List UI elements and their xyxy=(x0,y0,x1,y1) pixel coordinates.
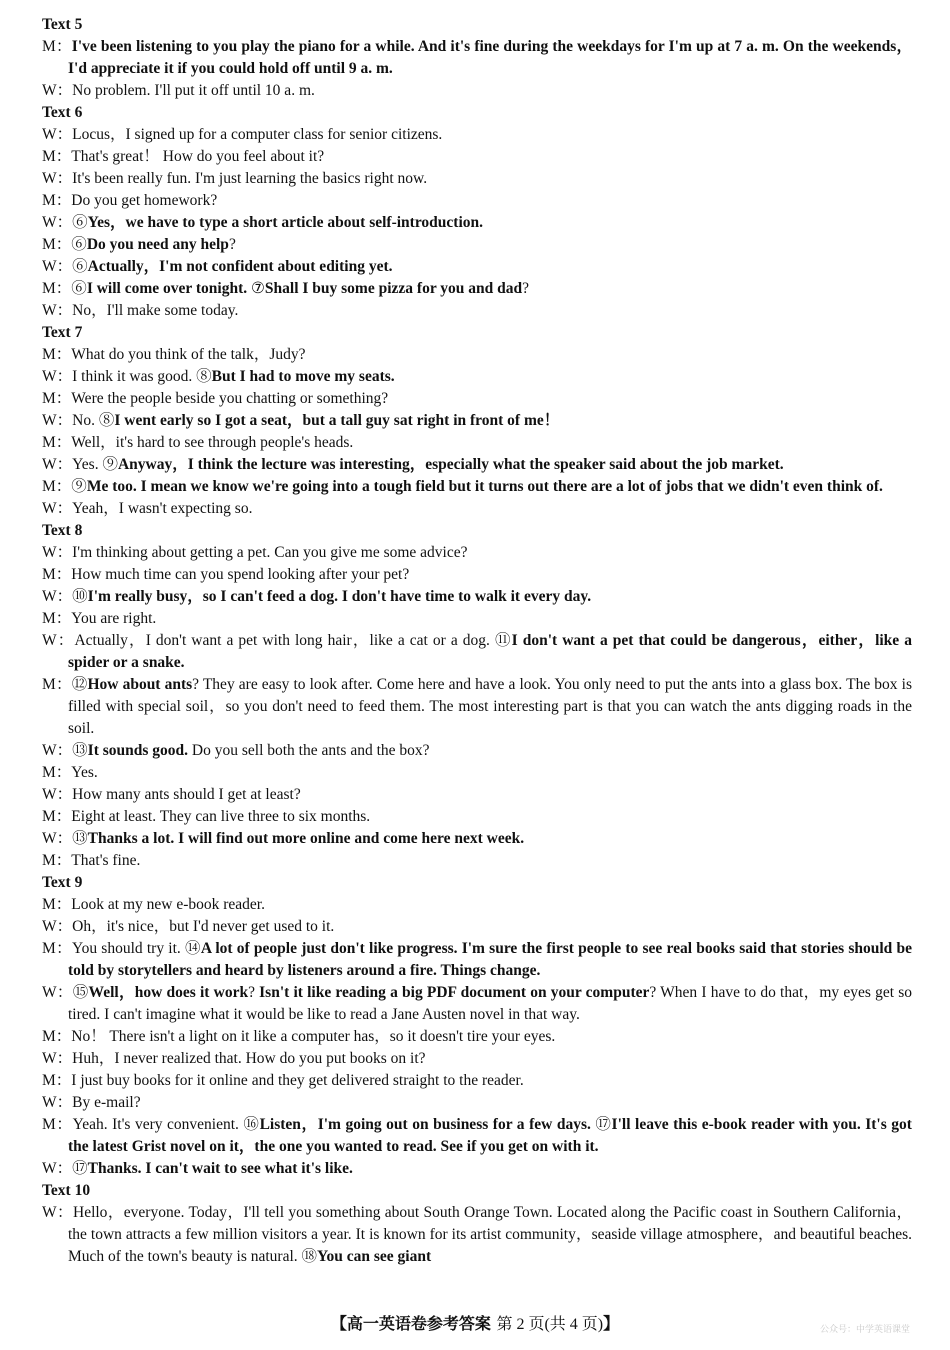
dialogue-line xyxy=(42,542,912,564)
speaker-label: W： xyxy=(42,918,73,935)
dialogue-line xyxy=(42,498,912,520)
dialogue-text: ⑥ xyxy=(72,258,88,275)
dialogue-line xyxy=(42,1202,912,1268)
speaker-label: M： xyxy=(42,808,72,825)
speaker-label: M： xyxy=(42,434,72,451)
dialogue-line xyxy=(42,784,912,806)
speaker-label: M： xyxy=(42,764,72,781)
speaker-label: W： xyxy=(42,984,73,1001)
speaker-label: M： xyxy=(42,390,72,407)
speaker-label: W： xyxy=(42,82,73,99)
section-heading: Text 8 xyxy=(42,522,83,539)
speaker-label: M： xyxy=(42,148,72,165)
speaker-label: W： xyxy=(42,632,75,649)
dialogue-text: By e-mail? xyxy=(72,1094,141,1111)
section-heading: Text 7 xyxy=(42,324,83,341)
answer-highlight: I'm really busy，so I can't feed a dog. I don't have time to walk it every day. xyxy=(87,588,592,605)
speaker-label: W： xyxy=(42,544,73,561)
section-heading: Text 10 xyxy=(42,1182,91,1199)
speaker-label: W： xyxy=(42,412,73,429)
dialogue-text: ⑰ xyxy=(72,1160,88,1177)
dialogue-text: I'm thinking about getting a pet. Can you give me some advice? xyxy=(72,544,468,561)
dialogue-line xyxy=(42,190,912,212)
dialogue-line xyxy=(42,806,912,828)
dialogue-line xyxy=(42,146,912,168)
dialogue-line xyxy=(42,476,912,498)
dialogue-text: ⑰ xyxy=(595,1116,612,1133)
dialogue-line xyxy=(42,828,912,850)
dialogue-text: ⑧ xyxy=(196,368,212,385)
dialogue-text: How many ants should I get at least? xyxy=(72,786,301,803)
dialogue-text: No！ There isn't a light on it like a computer has，so it doesn't tire your eyes. xyxy=(71,1028,556,1045)
dialogue-line xyxy=(42,916,912,938)
speaker-label: M： xyxy=(42,610,72,627)
dialogue-text: Do you sell both the ants and the box? xyxy=(188,742,430,759)
dialogue-line xyxy=(42,564,912,586)
dialogue-text: ⑭ xyxy=(184,940,201,957)
answer-highlight: I will come over tonight. xyxy=(86,280,251,297)
dialogue-line xyxy=(42,410,912,432)
dialogue-line xyxy=(42,762,912,784)
answer-highlight: Me too. I mean we know we're going into a tough field but it turns out there are a lot of jobs that we didn't even think of. xyxy=(86,478,883,495)
dialogue-line xyxy=(42,344,912,366)
answer-highlight: Thanks a lot. I will find out more online and come here next week. xyxy=(87,830,525,847)
dialogue-line xyxy=(42,234,912,256)
dialogue-text: I think it was good. xyxy=(72,368,197,385)
dialogue-line xyxy=(42,124,912,146)
footer-title: 【高一英语卷参考答案 xyxy=(330,1314,491,1333)
dialogue-line xyxy=(42,300,912,322)
section-heading: Text 6 xyxy=(42,104,83,121)
dialogue-text: No. xyxy=(72,412,99,429)
dialogue-text: Were the people beside you chatting or something? xyxy=(71,390,389,407)
dialogue-text: Locus，I signed up for a computer class for senior citizens. xyxy=(72,126,443,143)
footer-bracket: 】 xyxy=(603,1314,620,1333)
dialogue-line xyxy=(42,982,912,1026)
dialogue-line xyxy=(42,630,912,674)
dialogue-line xyxy=(42,212,912,234)
answer-highlight: Anyway，I think the lecture was interesting，especially what the speaker said about the job market. xyxy=(117,456,784,473)
dialogue-text: Yes. xyxy=(72,456,103,473)
speaker-label: W： xyxy=(42,588,73,605)
dialogue-line xyxy=(42,168,912,190)
dialogue-text: No，I'll make some today. xyxy=(72,302,239,319)
dialogue-line xyxy=(42,894,912,916)
speaker-label: M： xyxy=(42,1116,73,1133)
dialogue-line xyxy=(42,938,912,982)
watermark: 公众号：中学英语课堂 xyxy=(819,1325,910,1335)
speaker-label: M： xyxy=(42,478,72,495)
dialogue-line xyxy=(42,454,912,476)
dialogue-line xyxy=(42,1092,912,1114)
speaker-label: W： xyxy=(42,368,73,385)
speaker-label: W： xyxy=(42,258,73,275)
dialogue-text: Hello，everyone. Today，I'll tell you something about South Orange Town. Located along the Pacific coast in Southern California，the town attracts a few million visitors a year. It is known for its artist community，seaside village atmosphere，and beautiful beaches. Much of the town's beauty is natural. xyxy=(68,1204,912,1265)
dialogue-text: That's great！ How do you feel about it? xyxy=(71,148,325,165)
speaker-label: M： xyxy=(42,1072,72,1089)
speaker-label: W： xyxy=(42,500,73,517)
speaker-label: M： xyxy=(42,192,72,209)
speaker-label: M： xyxy=(42,852,72,869)
dialogue-text: ? When I have to do that，my eyes get so tired. I can't imagine what it would be like to read a Jane Austen novel in that way. xyxy=(68,984,912,1023)
dialogue-line xyxy=(42,80,912,102)
dialogue-line xyxy=(42,740,912,762)
answer-highlight: I've been listening to you play the piano for a while. And it's fine during the weekdays for I'm up at 7 a. m. On the weekends，I'd appreciate it if you could hold off until 9 a. m. xyxy=(68,38,912,77)
dialogue-text: ? xyxy=(522,280,530,297)
answer-highlight: Isn't it like reading a big PDF document on your computer xyxy=(259,984,650,1001)
dialogue-text: That's fine. xyxy=(71,852,141,869)
dialogue-line xyxy=(42,608,912,630)
answer-highlight: Shall I buy some pizza for you and dad xyxy=(264,280,523,297)
dialogue-text: Yeah. It's very convenient. xyxy=(72,1116,244,1133)
answer-highlight: How about ants xyxy=(87,676,193,693)
speaker-label: W： xyxy=(42,830,73,847)
section-heading: Text 9 xyxy=(42,874,83,891)
dialogue-line xyxy=(42,1158,912,1180)
speaker-label: M： xyxy=(42,896,72,913)
dialogue-line xyxy=(42,1114,912,1158)
answer-highlight: Well，how does it work xyxy=(88,984,249,1001)
speaker-label: W： xyxy=(42,1160,73,1177)
dialogue-text: ⑥ xyxy=(71,280,87,297)
footer-page-number: 第 2 页(共 4 页) xyxy=(496,1316,604,1333)
speaker-label: W： xyxy=(42,786,73,803)
speaker-label: M： xyxy=(42,346,72,363)
dialogue-text: Eight at least. They can live three to six months. xyxy=(71,808,371,825)
speaker-label: W： xyxy=(42,214,73,231)
dialogue-line xyxy=(42,256,912,278)
dialogue-text: ⑬ xyxy=(72,830,88,847)
answer-highlight: Yes，we have to type a short article about self-introduction. xyxy=(87,214,484,231)
answer-highlight: A lot of people just don't like progress. I'm sure the first people to see real books said that stories should be told by storytellers and heard by listeners around a fire. Things change. xyxy=(68,940,912,979)
speaker-label: W： xyxy=(42,170,73,187)
dialogue-text: It's been really fun. I'm just learning the basics right now. xyxy=(72,170,428,187)
dialogue-line xyxy=(42,586,912,608)
speaker-label: W： xyxy=(42,1050,73,1067)
speaker-label: W： xyxy=(42,456,73,473)
dialogue-text: What do you think of the talk，Judy? xyxy=(71,346,306,363)
dialogue-text: ⑮ xyxy=(72,984,89,1001)
answer-highlight: Actually，I'm not confident about editing yet. xyxy=(87,258,393,275)
dialogue-line xyxy=(42,1070,912,1092)
speaker-label: M： xyxy=(42,1028,72,1045)
dialogue-text: ⑪ xyxy=(494,632,512,649)
dialogue-text: ⑨ xyxy=(102,456,118,473)
dialogue-line xyxy=(42,850,912,872)
dialogue-text: Well，it's hard to see through people's heads. xyxy=(71,434,354,451)
speaker-label: W： xyxy=(42,742,73,759)
speaker-label: M： xyxy=(42,280,72,297)
speaker-label: W： xyxy=(42,1204,73,1221)
speaker-label: M： xyxy=(42,38,72,55)
dialogue-text: Yeah，I wasn't expecting so. xyxy=(72,500,253,517)
speaker-label: M： xyxy=(42,676,72,693)
page-footer xyxy=(0,1311,950,1334)
dialogue-line xyxy=(42,366,912,388)
section-heading: Text 5 xyxy=(42,16,83,33)
dialogue-line xyxy=(42,278,912,300)
dialogue-text: How much time can you spend looking after your pet? xyxy=(71,566,410,583)
dialogue-text: ⑬ xyxy=(72,742,88,759)
dialogue-line xyxy=(42,432,912,454)
speaker-label: W： xyxy=(42,126,73,143)
dialogue-text: You are right. xyxy=(71,610,157,627)
answer-highlight: Listen，I'm going out on business for a few days. xyxy=(259,1116,596,1133)
dialogue-line xyxy=(42,1026,912,1048)
dialogue-text: Look at my new e-book reader. xyxy=(71,896,265,913)
dialogue-text: ? They are easy to look after. Come here and have a look. You only need to put the ants into a glass box. The box is filled with special soil，so you don't need to feed them. The most interesting part is that you can watch the ants digging roads in the soil. xyxy=(68,676,912,737)
dialogue-text: ⑩ xyxy=(72,588,88,605)
dialogue-line xyxy=(42,388,912,410)
dialogue-text: ⑦ xyxy=(250,280,265,297)
dialogue-text: ⑥ xyxy=(71,236,87,253)
answer-highlight: I don't want a pet that could be dangerous，either，like a spider or a snake. xyxy=(68,632,912,671)
speaker-label: M： xyxy=(42,236,72,253)
dialogue-text: Do you get homework? xyxy=(71,192,218,209)
dialogue-text: ⑥ xyxy=(72,214,88,231)
speaker-label: W： xyxy=(42,302,73,319)
dialogue-text: Yes. xyxy=(71,764,98,781)
dialogue-line xyxy=(42,1048,912,1070)
dialogue-text: Oh，it's nice，but I'd never get used to it. xyxy=(72,918,335,935)
dialogue-text: ? xyxy=(228,236,236,253)
answer-highlight: But I had to move my seats. xyxy=(211,368,395,385)
speaker-label: W： xyxy=(42,1094,73,1111)
answer-highlight: Do you need any help xyxy=(86,236,229,253)
dialogue-line xyxy=(42,36,912,80)
dialogue-text: ⑫ xyxy=(71,676,88,693)
dialogue-text: ⑨ xyxy=(71,478,87,495)
dialogue-text: ⑱ xyxy=(301,1248,318,1265)
dialogue-text: ⑧ xyxy=(98,412,115,429)
speaker-label: M： xyxy=(42,940,72,957)
answer-highlight: You can see giant xyxy=(317,1248,432,1265)
dialogue-text: You should try it. xyxy=(71,940,185,957)
answer-highlight: I'll leave this e-book reader with you. It's got the latest Grist novel on it，the one you wanted to read. See if you get on with it. xyxy=(68,1116,912,1155)
dialogue-text: I just buy books for it online and they get delivered straight to the reader. xyxy=(71,1072,524,1089)
dialogue-text: No problem. I'll put it off until 10 a. m. xyxy=(72,82,315,99)
answer-highlight: It sounds good. xyxy=(87,742,189,759)
dialogue-text: ⑯ xyxy=(243,1116,260,1133)
dialogue-line xyxy=(42,674,912,740)
dialogue-text: ? xyxy=(248,984,260,1001)
dialogue-text: Actually，I don't want a pet with long hair，like a cat or a dog. xyxy=(74,632,495,649)
speaker-label: M： xyxy=(42,566,72,583)
answer-document xyxy=(42,14,912,1268)
answer-highlight: I went early so I got a seat，but a tall guy sat right in front of me！ xyxy=(114,412,560,429)
answer-highlight: Thanks. I can't wait to see what it's like. xyxy=(87,1160,353,1177)
dialogue-text: Huh，I never realized that. How do you put books on it? xyxy=(72,1050,426,1067)
